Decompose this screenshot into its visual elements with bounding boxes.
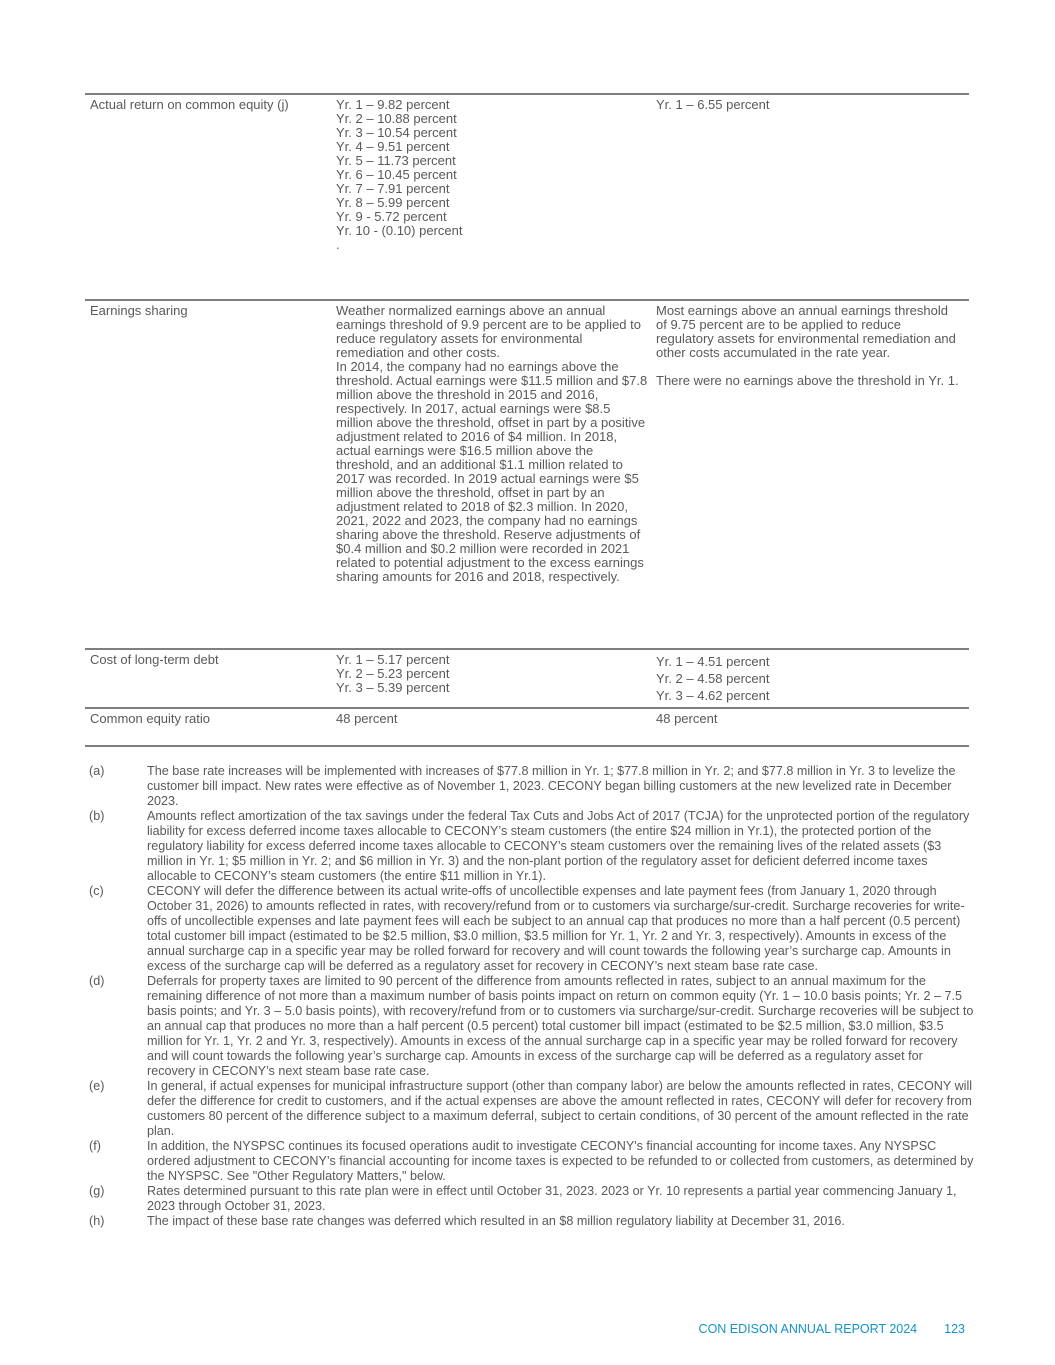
rate-plan-table — [85, 93, 969, 747]
roe-year-value: Yr. 6 – 10.45 percent — [336, 167, 457, 182]
new-rate-plan-cell — [656, 653, 969, 707]
footnote — [89, 1139, 974, 1184]
report-title: CON EDISON ANNUAL REPORT 2024 — [698, 1322, 918, 1336]
footnote — [89, 1184, 974, 1214]
debt-year-value: Yr. 3 – 5.39 percent — [336, 680, 450, 695]
new-rate-plan-cell: Yr. 1 – 6.55 percent — [656, 97, 770, 112]
footnote — [89, 884, 974, 974]
footnote-label: (c) — [89, 884, 104, 898]
footnote-text: The base rate increases will be implemented with increases of $77.8 million in Yr. 1; $77.8 million in Yr. 2; and $77.8 million in Yr. 3 to levelize the customer bill impact. New rates were effective as of November 1, 2023. CECONY began billing customers at the new levelized rate in December 2023. — [147, 764, 956, 808]
row-label: Earnings sharing — [90, 303, 188, 318]
footnote-text: CECONY will defer the difference between its actual write-offs of uncollectible expenses and late payment fees (from January 1, 2020 through October 31, 2026) to amounts reflected in rates, with recovery/refund from or to customers via surcharge/sur-credit. Surcharge recoveries for write-offs of uncollectible expenses and late payment fees will each be subject to an annual cap that produces no more than a half percent (0.5 percent) total customer bill impact (estimated to be $2.5 million, $3.0 million, $3.5 million for Yr. 1, Yr. 2 and Yr. 3, respectively). Amounts in excess of the annual surcharge cap in a specific year may be rolled forward for recovery and will count towards the following year’s surcharge cap. Amounts in excess of the surcharge cap will be deferred as a regulatory asset for recovery in CECONY’s next steam base rate case. — [147, 884, 965, 973]
earnings-history-text: There were no earnings above the threshold in Yr. 1. — [656, 373, 959, 388]
paragraph-gap — [656, 360, 961, 374]
footnote-text: Deferrals for property taxes are limited to 90 percent of the difference from amounts reflected in rates, subject to an annual maximum for the remaining difference of not more than a maximum number of basis points impact on return on common equity (Yr. 1 – 10.0 basis points; Yr. 2 – 7.5 basis points; and Yr. 3 – 5.0 basis points), with recovery/refund from or to customers via surcharge/sur-credit. Surcharge recoveries will be subject to an annual cap that produces no more than a half percent (0.5 percent) total customer bill impact (estimated to be $2.5 million, $3.0 million, $3.5 million for Yr. 1, Yr. 2 and Yr. 3, respectively). Amounts in excess of the annual surcharge cap in a specific year may be rolled forward for recovery and will count towards the following year’s surcharge cap. Amounts in excess of the surcharge cap will be deferred as a regulatory asset for recovery in CECONY’s next steam base rate case. — [147, 974, 974, 1078]
footnote — [89, 1214, 974, 1229]
roe-year-value: Yr. 8 – 5.99 percent — [336, 195, 450, 210]
roe-year-value: Yr. 7 – 7.91 percent — [336, 181, 450, 196]
footnote-label: (e) — [89, 1079, 105, 1093]
footnote-text: Amounts reflect amortization of the tax savings under the federal Tax Cuts and Jobs Act of 2017 (TCJA) for the unprotected portion of the regulatory liability for excess deferred income taxes allocable to CECONY’s steam customers (the entire $24 million in Yr.1), the protected portion of the regulatory liability for excess deferred income taxes allocable to CECONY’s steam customers over the remaining lives of the related assets ($3 million in Yr. 1; $5 million in Yr. 2; and $6 million in Yr. 3) and the non-plant portion of the regulatory asset for deficient deferred income taxes allocable to CECONY’s steam customers (the entire $11 million in Yr.1). — [147, 809, 970, 883]
debt-year-value: Yr. 1 – 4.51 percent — [656, 654, 770, 669]
footnote-label: (h) — [89, 1214, 105, 1228]
roe-year-value: Yr. 5 – 11.73 percent — [336, 153, 456, 168]
earnings-history-text: In 2014, the company had no earnings above the threshold. Actual earnings were $11.5 million and $7.8 million above the threshold in 2015 and 2016, respectively. In 2017, actual earnings were $8.5 million above the threshold, offset in part by a positive adjustment related to 2016 of $4 million. In 2018, actual earnings were $16.5 million above the threshold, and an additional $1.1 million related to 2017 was recorded. In 2019 actual earnings were $5 million above the threshold, offset in part by an adjustment related to 2018 of $2.3 million. In 2020, 2021, 2022 and 2023, the company had no earnings sharing above the threshold. Reserve adjustments of $0.4 million and $0.2 million were recorded in 2021 related to potential adjustment to the excess earnings sharing amounts for 2016 and 2018, respectively. — [336, 359, 648, 584]
footnote-text: The impact of these base rate changes was deferred which resulted in an $8 million regulatory liability at December 31, 2016. — [147, 1214, 845, 1228]
debt-year-value: Yr. 2 – 5.23 percent — [336, 666, 450, 681]
footnote-text: Rates determined pursuant to this rate plan were in effect until October 31, 2023. 2023 or Yr. 10 represents a partial year commencing January 1, 2023 through October 31, 2023. — [147, 1184, 957, 1213]
roe-year-value: Yr. 2 – 10.88 percent — [336, 111, 457, 126]
table-row-common-equity-ratio — [85, 707, 969, 747]
roe-year-value: Yr. 4 – 9.51 percent — [336, 139, 450, 154]
table-row-return-on-equity — [85, 93, 969, 299]
footnote-label: (g) — [89, 1184, 105, 1198]
debt-year-value: Yr. 1 – 5.17 percent — [336, 652, 450, 667]
roe-trailing-mark: . — [336, 237, 340, 252]
earnings-threshold-text: Weather normalized earnings above an annual earnings threshold of 9.9 percent are to be applied to reduce regulatory assets for environmental remediation and other costs. — [336, 303, 641, 360]
page-footer — [699, 1322, 965, 1336]
row-label: Common equity ratio — [90, 711, 210, 726]
footnote-text: In general, if actual expenses for municipal infrastructure support (other than company labor) are below the amounts reflected in rates, CECONY will defer the difference for credit to customers, and if the actual expenses are above the amount reflected in rates, CECONY will defer for recovery from customers 80 percent of the difference subject to a maximum deferral, subject to certain conditions, of 30 percent of the amount reflected in the rate plan. — [147, 1079, 973, 1138]
footnote-label: (f) — [89, 1139, 101, 1153]
table-row-earnings-sharing — [85, 299, 969, 648]
footnote-text: In addition, the NYSPSC continues its focused operations audit to investigate CECONY's financial accounting for income taxes. Any NYSPSC ordered adjustment to CECONY’s financial accounting for income taxes is expected to be refunded to or collected from customers, as determined by the NYSPSC. See "Other Regulatory Matters," below. — [147, 1139, 974, 1183]
earnings-threshold-text: Most earnings above an annual earnings threshold of 9.75 percent are to be applied to reduce regulatory assets for environmental remediation and other costs accumulated in the rate year. — [656, 303, 956, 360]
roe-year-value: Yr. 9 - 5.72 percent — [336, 209, 447, 224]
roe-year-value: Yr. 3 – 10.54 percent — [336, 125, 457, 140]
footnote — [89, 974, 974, 1079]
footnote-label: (b) — [89, 809, 105, 823]
steam-rate-plan-cell — [336, 98, 656, 299]
roe-year-value: Yr. 10 - (0.10) percent — [336, 223, 463, 238]
steam-rate-plan-cell: 48 percent — [336, 711, 398, 726]
footnote — [89, 1079, 974, 1139]
new-rate-plan-cell: 48 percent — [656, 711, 718, 726]
debt-year-value: Yr. 2 – 4.58 percent — [656, 671, 770, 686]
footnote-label: (a) — [89, 764, 105, 778]
new-rate-plan-cell — [656, 304, 969, 648]
steam-rate-plan-cell — [336, 653, 656, 707]
roe-year-value: Yr. 1 – 9.82 percent — [336, 97, 450, 112]
debt-year-value: Yr. 3 – 4.62 percent — [656, 688, 770, 703]
table-row-cost-of-debt — [85, 648, 969, 707]
page-number: 123 — [944, 1322, 965, 1336]
row-label: Actual return on common equity (j) — [90, 97, 289, 112]
steam-rate-plan-cell — [336, 304, 656, 648]
footnote — [89, 809, 974, 884]
row-label: Cost of long-term debt — [90, 652, 219, 667]
footnotes — [89, 764, 974, 1229]
footnote — [89, 764, 974, 809]
footnote-label: (d) — [89, 974, 105, 988]
